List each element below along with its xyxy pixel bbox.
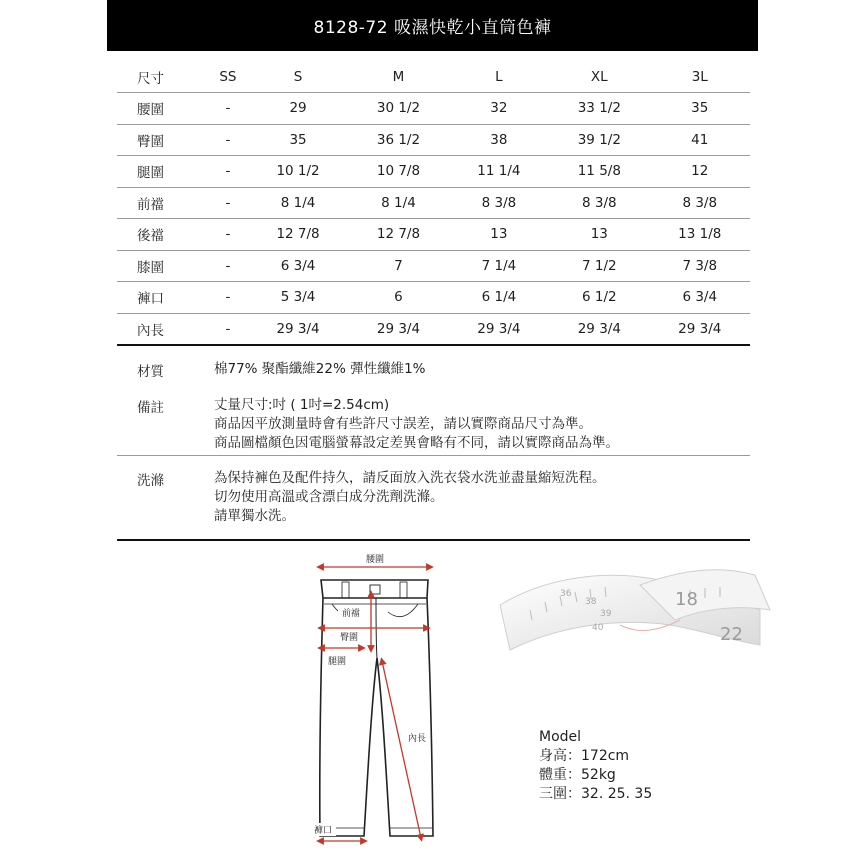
size-value: 8 1/4 bbox=[348, 187, 448, 219]
model-measurements: 三圍：32. 25. 35 bbox=[539, 786, 653, 802]
size-column-header: L bbox=[449, 62, 549, 93]
size-table-row bbox=[117, 282, 750, 314]
front-rise-label: 前襠 bbox=[341, 609, 361, 619]
size-value: 7 1/4 bbox=[449, 250, 549, 282]
model-weight: 體重：52kg bbox=[539, 767, 616, 783]
size-column-header: SS bbox=[208, 62, 248, 93]
size-value: - bbox=[208, 124, 248, 156]
size-value: 10 7/8 bbox=[348, 156, 448, 188]
model-height: 身高：172cm bbox=[539, 748, 630, 764]
tape-number: 22 bbox=[720, 624, 743, 645]
size-value: 39 1/2 bbox=[549, 124, 649, 156]
page-header bbox=[107, 0, 758, 51]
size-value: 36 1/2 bbox=[348, 124, 448, 156]
size-value: 30 1/2 bbox=[348, 93, 448, 125]
size-value: - bbox=[208, 156, 248, 188]
size-value: 8 3/8 bbox=[650, 187, 750, 219]
inseam-label: 內長 bbox=[407, 734, 427, 744]
size-value: 13 bbox=[549, 219, 649, 251]
care-line: 為保持褲色及配件持久，請反面放入洗衣袋水洗並盡量縮短洗程。 bbox=[214, 470, 606, 486]
care-line: 請單獨水洗。 bbox=[214, 508, 295, 524]
measurement-name: 腰圍 bbox=[117, 93, 208, 125]
care-line: 切勿使用高溫或含漂白成分洗劑洗滌。 bbox=[214, 489, 444, 505]
notes-row bbox=[117, 396, 750, 456]
size-table bbox=[117, 62, 750, 346]
size-value: - bbox=[208, 219, 248, 251]
notes-line: 商品圖檔顏色因電腦螢幕設定差異會略有不同，請以實際商品為準。 bbox=[214, 435, 619, 451]
care-row bbox=[117, 469, 750, 529]
size-value: - bbox=[208, 250, 248, 282]
size-value: 11 1/4 bbox=[449, 156, 549, 188]
size-value: 5 3/4 bbox=[248, 282, 348, 314]
size-value: 13 bbox=[449, 219, 549, 251]
care-label: 洗滌 bbox=[137, 473, 164, 489]
size-value: 35 bbox=[650, 93, 750, 125]
size-value: 12 bbox=[650, 156, 750, 188]
size-value: 10 1/2 bbox=[248, 156, 348, 188]
size-value: 29 3/4 bbox=[248, 313, 348, 345]
material-label: 材質 bbox=[137, 364, 164, 380]
measurement-name: 膝圍 bbox=[117, 250, 208, 282]
material-row bbox=[117, 360, 750, 380]
pants-outline bbox=[320, 580, 433, 836]
size-value: 6 3/4 bbox=[650, 282, 750, 314]
measurement-name: 後襠 bbox=[117, 219, 208, 251]
tape-number: 39 bbox=[600, 609, 612, 619]
size-value: 29 3/4 bbox=[549, 313, 649, 345]
size-value: 6 bbox=[348, 282, 448, 314]
hem-label: 褲口 bbox=[313, 826, 333, 836]
hip-label: 臀圍 bbox=[339, 633, 359, 643]
size-value: 8 3/8 bbox=[549, 187, 649, 219]
size-table-row bbox=[117, 156, 750, 188]
pants-measurement-diagram bbox=[290, 548, 470, 853]
divider-bold bbox=[117, 539, 750, 541]
size-value: 32 bbox=[449, 93, 549, 125]
material-value: 棉77% 聚酯纖維22% 彈性纖維1% bbox=[214, 361, 426, 377]
measurement-name: 臀圍 bbox=[117, 124, 208, 156]
tape-number: 40 bbox=[592, 623, 604, 633]
size-column-header: 3L bbox=[650, 62, 750, 93]
size-value: 29 bbox=[248, 93, 348, 125]
model-info bbox=[539, 728, 652, 804]
size-value: 6 3/4 bbox=[248, 250, 348, 282]
size-value: 29 3/4 bbox=[650, 313, 750, 345]
size-table-row bbox=[117, 250, 750, 282]
size-value: 6 1/4 bbox=[449, 282, 549, 314]
tape-number: 38 bbox=[585, 597, 597, 607]
size-value: 41 bbox=[650, 124, 750, 156]
size-column-header: S bbox=[248, 62, 348, 93]
notes-line: 商品因平放測量時會有些許尺寸誤差，請以實際商品尺寸為準。 bbox=[214, 416, 592, 432]
measurement-arrows bbox=[320, 567, 430, 841]
size-table-header bbox=[117, 62, 750, 93]
size-value: 35 bbox=[248, 124, 348, 156]
size-value: 8 1/4 bbox=[248, 187, 348, 219]
tape-number: 18 bbox=[675, 589, 698, 610]
size-value: 7 bbox=[348, 250, 448, 282]
size-value: 7 1/2 bbox=[549, 250, 649, 282]
measurement-name: 前襠 bbox=[117, 187, 208, 219]
size-value: - bbox=[208, 187, 248, 219]
product-title: 8128-72 吸濕快乾小直筒色褲 bbox=[313, 18, 552, 38]
size-value: 29 3/4 bbox=[449, 313, 549, 345]
tape-measure-image bbox=[490, 550, 780, 680]
model-title: Model bbox=[539, 729, 582, 745]
size-value: 13 1/8 bbox=[650, 219, 750, 251]
size-column-header: XL bbox=[549, 62, 649, 93]
size-table-row bbox=[117, 219, 750, 251]
size-table-row bbox=[117, 124, 750, 156]
tape-number: 36 bbox=[560, 589, 572, 599]
size-value: 12 7/8 bbox=[348, 219, 448, 251]
measurement-name: 褲口 bbox=[117, 282, 208, 314]
size-value: - bbox=[208, 282, 248, 314]
measurement-name: 內長 bbox=[117, 313, 208, 345]
size-value: 8 3/8 bbox=[449, 187, 549, 219]
size-value: 7 3/8 bbox=[650, 250, 750, 282]
waist-label: 腰圍 bbox=[365, 555, 385, 565]
size-table-row bbox=[117, 313, 750, 345]
size-value: 11 5/8 bbox=[549, 156, 649, 188]
divider bbox=[117, 455, 750, 456]
size-value: 38 bbox=[449, 124, 549, 156]
size-value: 29 3/4 bbox=[348, 313, 448, 345]
measurement-name: 腿圍 bbox=[117, 156, 208, 188]
notes-line: 丈量尺寸:吋 ( 1吋=2.54cm) bbox=[214, 397, 390, 413]
size-header-label: 尺寸 bbox=[117, 62, 208, 93]
size-value: 12 7/8 bbox=[248, 219, 348, 251]
size-value: 33 1/2 bbox=[549, 93, 649, 125]
notes-label: 備註 bbox=[137, 400, 164, 416]
size-column-header: M bbox=[348, 62, 448, 93]
thigh-label: 腿圍 bbox=[327, 657, 347, 667]
size-value: 6 1/2 bbox=[549, 282, 649, 314]
size-table-row bbox=[117, 187, 750, 219]
size-value: - bbox=[208, 313, 248, 345]
size-table-row bbox=[117, 93, 750, 125]
size-value: - bbox=[208, 93, 248, 125]
